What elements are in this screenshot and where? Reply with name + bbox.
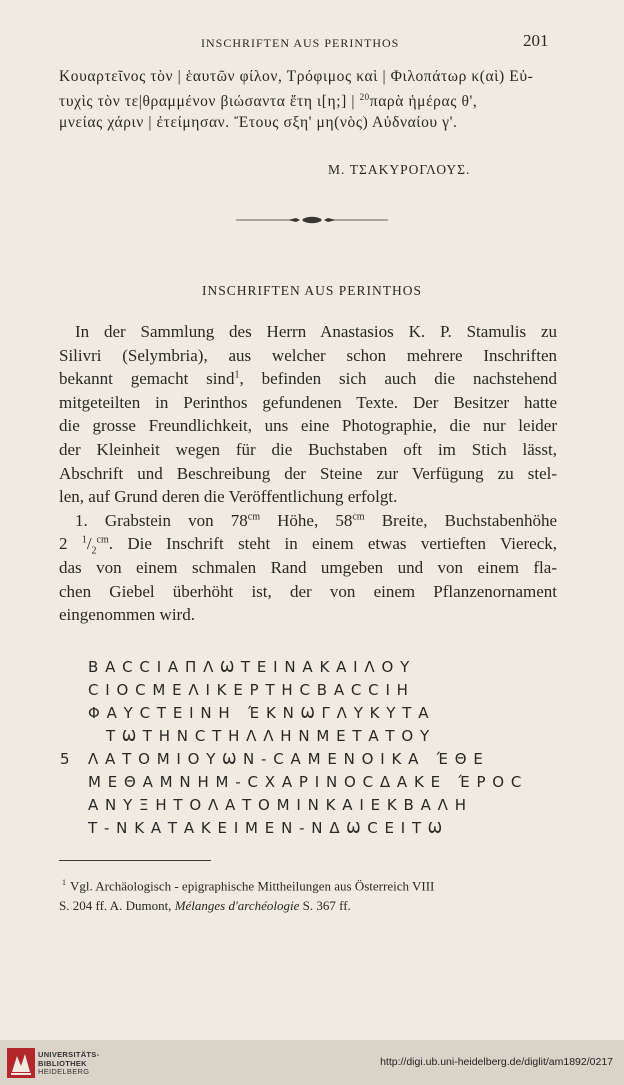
fraction-denominator: 2: [91, 545, 97, 557]
divider-ornament: [236, 213, 388, 227]
permalink-url[interactable]: http://digi.ub.uni-heidelberg.de/diglit/am1892/0217: [380, 1056, 613, 1068]
fraction-numerator: 1: [81, 534, 87, 546]
inscription-line: [66, 725, 566, 748]
inscription-line: [66, 656, 566, 679]
greek-line-1: Κουαρτεῖνος τὸν | ἑαυτῶν φίλον, Τρόφιμος καὶ | Φιλοπάτωρ κ(αὶ) Εὐ-: [59, 68, 534, 85]
body-line: len, auf Grund deren die Veröffentlichung erfolgt.: [59, 487, 398, 507]
inscription-line-number: 5: [60, 750, 77, 768]
body-line: chen Giebel überhöht ist, der von einem Pflanzenornament: [59, 581, 557, 601]
footnote-separator: [59, 860, 211, 861]
inscription-line-text: ΤѠΤΗΝϹΤΗΛΛΗΝΜΕΤΑΤΟΥ: [106, 727, 436, 745]
body-line-3-b: , befinden sich auch die nachstehend: [239, 369, 557, 389]
footnote-line-2-b: S. 367 ff.: [299, 898, 351, 914]
greek-inscription-text: [59, 66, 557, 133]
library-name: [38, 1051, 99, 1077]
greek-line-3: μνείας χάριν | ἐτείμησαν. Ἔτους σξη' μη(νὸς) Αὐδναίου γ'.: [59, 114, 458, 132]
greek-line-number-20: 20: [359, 92, 370, 102]
footnote-line-1-text: Vgl. Archäologisch - epigraphische Mittheilungen aus Österreich VIII: [70, 878, 435, 894]
footnote-title-italic: Mélanges d'archéologie: [174, 898, 300, 914]
body-line-9-a: 1. Grabstein von 78: [75, 510, 248, 530]
section-title: INSCHRIFTEN AUS PERINTHOS: [201, 283, 423, 298]
footnote-mark: 1: [62, 878, 66, 887]
body-line-9-b: Höhe, 58: [259, 510, 353, 530]
unit-cm: cm: [352, 511, 365, 523]
body-line: [59, 532, 557, 556]
body-line: der Kleinheit wegen für die Buchstaben oft im Stich lässt,: [59, 439, 557, 459]
body-line: die grosse Freundlichkeit, uns eine Photographie, die nur leider: [59, 416, 557, 436]
inscription-line-text: ΒΑϹϹΙΑΠΛѠΤΕΙΝΑΚΑΙΛΟΥ: [88, 658, 417, 676]
library-name-line-2: BIBLIOTHEK: [38, 1058, 87, 1068]
footnote: [59, 873, 567, 916]
inscription-line: [60, 748, 566, 771]
body-line: [59, 509, 557, 533]
body-line: eingenommen wird.: [59, 605, 195, 625]
footnote-reference: 1: [234, 369, 240, 381]
inscription-line-text: ΛΑΤΟΜΙΟΥѠΝ-ϹΑΜΕΝΟΙΚΑ ΈΘΕ: [88, 750, 490, 768]
greek-line-2: [59, 87, 557, 112]
inscription-line-text: ΦΑΥϹΤΕΙΝΗ ΈΚΝѠΓΛΥΚΥΤΑ: [88, 704, 436, 722]
library-name-line-1: UNIVERSITÄTS-: [38, 1050, 100, 1059]
inscription-transcription: [60, 656, 566, 840]
body-line: In der Sammlung des Herrn Anastasios K. P. Stamulis zu: [75, 322, 557, 341]
footnote-line-1: [59, 873, 567, 896]
body-line-10-b: . Die Inschrift steht in einem etwas vertieften Viereck,: [108, 534, 558, 554]
inscription-line: [66, 679, 566, 702]
body-line: [59, 367, 557, 391]
body-line: Silivri (Selymbria), aus welcher schon mehrere Inschriften: [59, 345, 557, 365]
inscription-line-text: ΑΝΥΞΗΤΟΛΑΤΟΜΙΝΚΑΙΕΚΒΑΛΗ: [88, 796, 473, 814]
inscription-line: [66, 794, 566, 817]
inscription-line: [66, 702, 566, 725]
running-head-title: INSCHRIFTEN AUS PERINTHOS: [201, 36, 400, 50]
inscription-line-text: ΜΕΘΑΜΝΗΜ-ϹΧΑΡΙΝΟϹΔΑΚΕ ΈΡΟϹ: [88, 773, 529, 791]
greek-line-2-b: παρὰ ἡμέρας θ',: [369, 93, 478, 111]
unit-cm: cm: [247, 511, 260, 523]
author-signature: M. ΤΣΑΚΥΡΟΓΛΟΥΣ.: [328, 162, 471, 177]
body-line-10-a: 2: [59, 534, 82, 554]
library-name-line-3: HEIDELBERG: [38, 1067, 90, 1076]
university-library-logo-icon[interactable]: [7, 1048, 35, 1078]
inscription-line: [66, 771, 566, 794]
body-line-9-c: Breite, Buchstabenhöhe: [364, 510, 557, 530]
footnote-line-2-a: S. 204 ff. A. Dumont,: [59, 898, 175, 914]
inscription-line-text: Τ-ΝΚΑΤΑΚΕΙΜΕΝ-ΝΔѠϹΕΙΤѠ: [88, 819, 449, 837]
inscription-line-text: ϹΙΟϹΜΕΛΙΚΕΡΤΗϹΒΑϹϹΙΗ: [88, 681, 415, 699]
body-text: [59, 320, 557, 627]
viewer-footer: [0, 1040, 624, 1085]
page-number: 201: [523, 31, 549, 50]
body-line-3-a: bekannt gemacht sind: [59, 369, 235, 389]
footnote-line-2: [59, 896, 567, 916]
greek-line-2-a: τυχὶς τὸν τε|θραμμένον βιώσαντα ἔτη ι[η;] |: [59, 93, 356, 111]
unit-cm: cm: [96, 534, 109, 546]
inscription-line: [66, 817, 566, 840]
body-line: mitgeteilten in Perinthos gefundenen Texte. Der Besitzer hatte: [59, 392, 557, 412]
fraction-slash: /: [86, 534, 92, 554]
body-line: das von einem schmalen Rand umgeben und von einem fla-: [59, 557, 557, 577]
body-line: Abschrift und Beschreibung der Steine zur Verfügung zu stel-: [59, 463, 557, 483]
